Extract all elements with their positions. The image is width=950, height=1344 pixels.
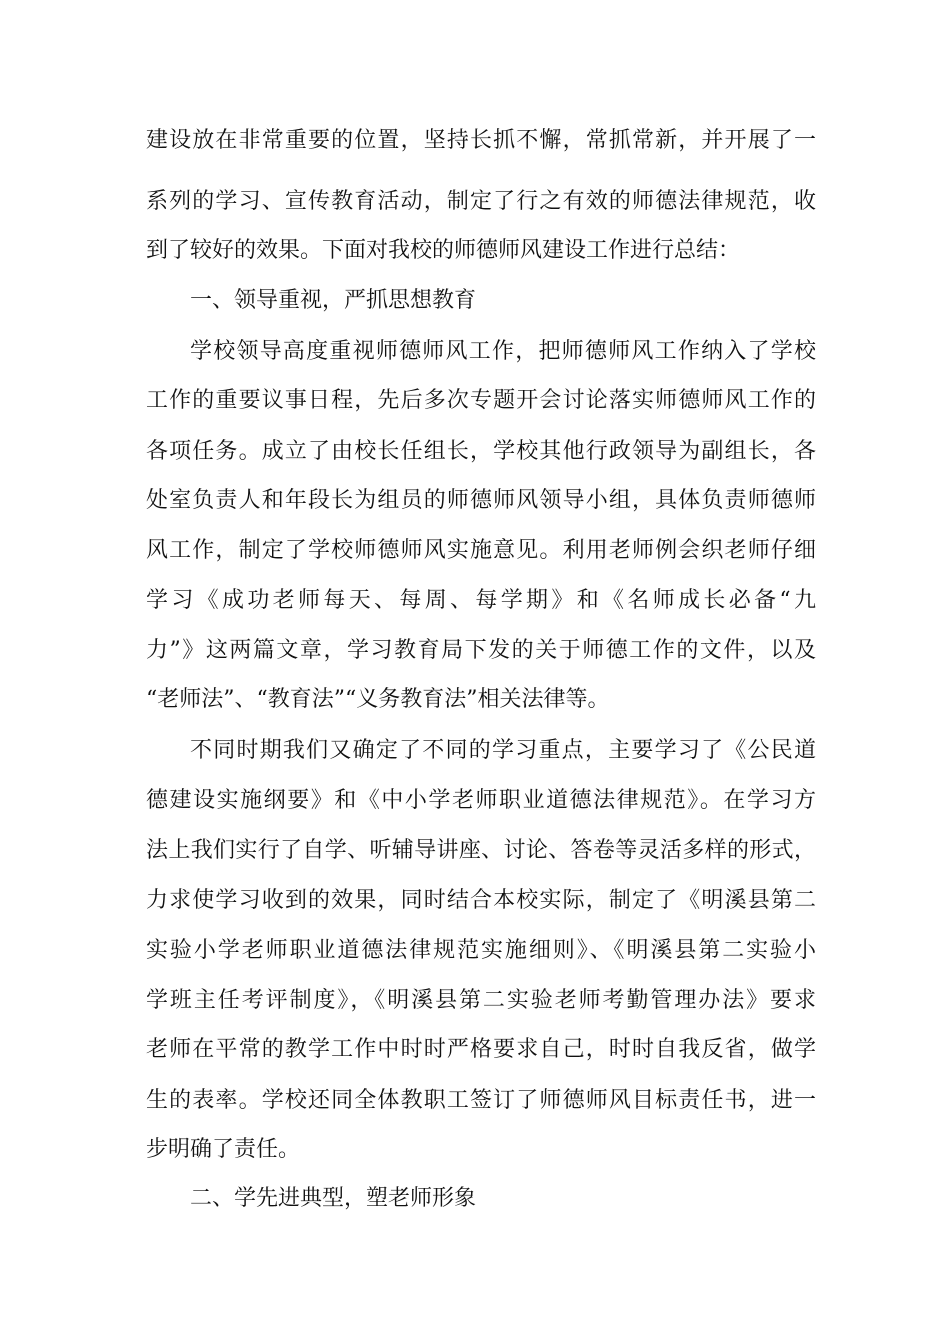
paragraph-line: 工作的重要议事日程，先后多次专题开会讨论落实师德师风工作的 [146, 388, 816, 413]
paragraph-line: 德建设实施纲要》和《中小学老师职业道德法律规范》。在学习方 [146, 788, 816, 813]
paragraph-line: 处室负责人和年段长为组员的师德师风领导小组，具体负责师德师 [146, 488, 816, 513]
paragraph-line: 学校领导高度重视师德师风工作，把师德师风工作纳入了学校 [190, 339, 816, 364]
paragraph-line: 各项任务。成立了由校长任组长，学校其他行政领导为副组长，各 [146, 439, 816, 464]
paragraph-line: 实验小学老师职业道德法律规范实施细则》、《明溪县第二实验小 [146, 938, 816, 963]
paragraph-line: “老师法”、“教育法”“义务教育法”相关法律等。 [146, 687, 610, 712]
paragraph-line: 老师在平常的教学工作中时时严格要求自己，时时自我反省，做学 [146, 1037, 816, 1062]
paragraph-line: 学习《成功老师每天、每周、每学期》和《名师成长必备“九 [146, 588, 816, 613]
paragraph-line: 力求使学习收到的效果，同时结合本校实际，制定了《明溪县第二 [146, 888, 816, 913]
paragraph-line: 系列的学习、宣传教育活动，制定了行之有效的师德法律规范，收 [146, 189, 816, 214]
paragraph-line: 学班主任考评制度》，《明溪县第二实验老师考勤管理办法》要求 [146, 988, 816, 1013]
section-heading-1: 一、领导重视，严抓思想教育 [190, 288, 477, 313]
paragraph-line: 力”》这两篇文章，学习教育局下发的关于师德工作的文件，以及 [146, 638, 816, 663]
paragraph-line: 风工作，制定了学校师德师风实施意见。利用老师例会织老师仔细 [146, 538, 816, 563]
paragraph-line: 不同时期我们又确定了不同的学习重点，主要学习了《公民道 [190, 738, 816, 763]
paragraph-line: 法上我们实行了自学、听辅导讲座、讨论、答卷等灵活多样的形式， [146, 838, 816, 863]
paragraph-line: 步明确了责任。 [146, 1137, 301, 1162]
paragraph-line: 生的表率。学校还同全体教职工签订了师德师风目标责任书，进一 [146, 1088, 816, 1113]
section-heading-2: 二、学先进典型，塑老师形象 [190, 1186, 477, 1211]
paragraph-line: 到了较好的效果。下面对我校的师德师风建设工作进行总结： [146, 238, 741, 263]
paragraph-line: 建设放在非常重要的位置，坚持长抓不懈，常抓常新，并开展了一 [146, 128, 816, 153]
